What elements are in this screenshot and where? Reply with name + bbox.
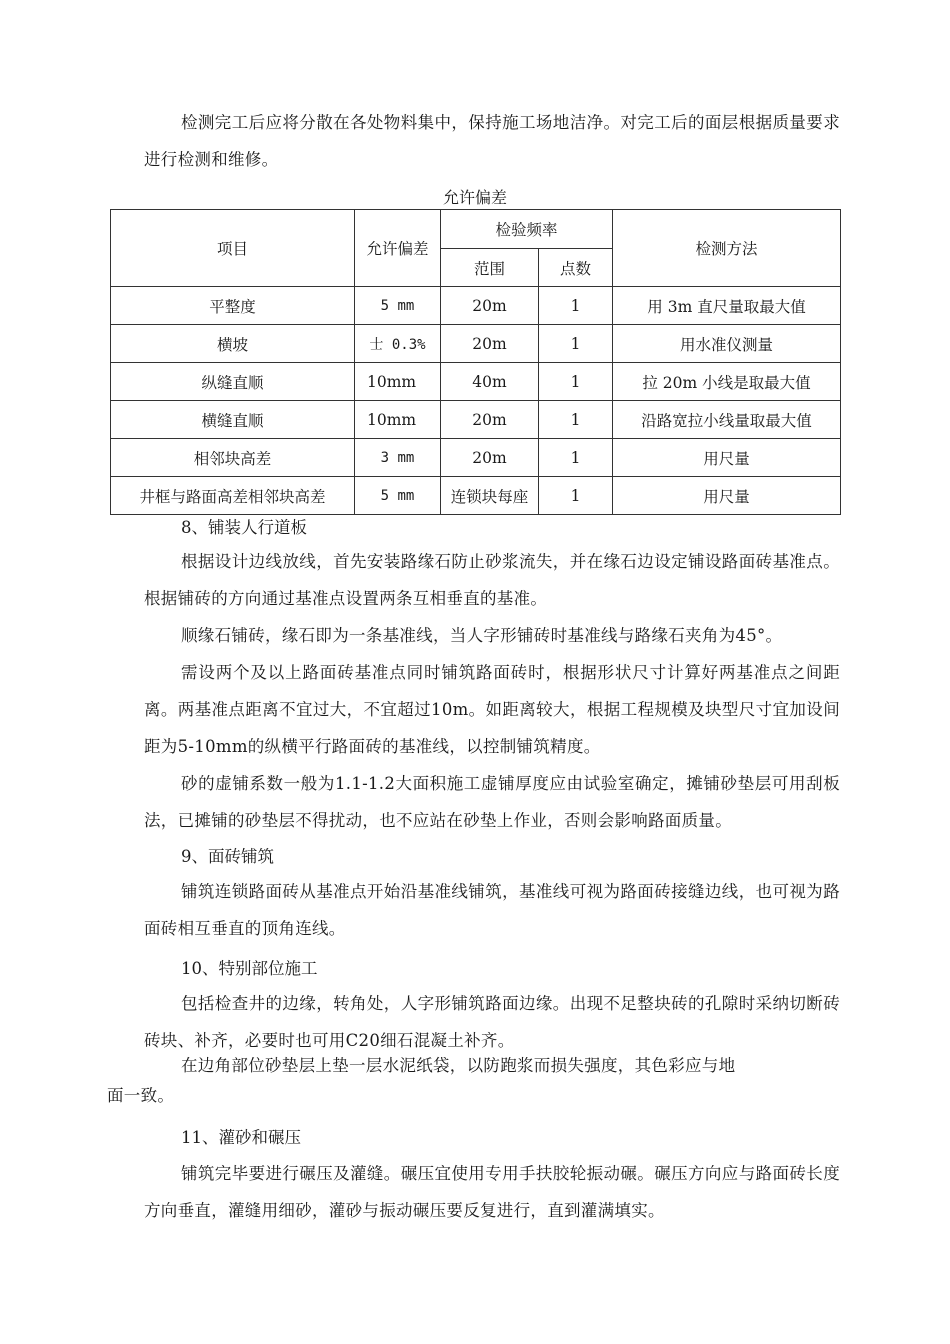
cell-points: 1	[539, 325, 613, 363]
header-range: 范围	[441, 249, 539, 287]
table-header-row	[111, 210, 841, 249]
table-row	[111, 287, 841, 325]
header-frequency: 检验频率	[441, 210, 613, 249]
cell-range: 40m	[441, 363, 539, 401]
table-row	[111, 439, 841, 477]
cell-method: 用水准仪测量	[613, 325, 841, 363]
cell-method: 沿路宽拉小线量取最大值	[613, 401, 841, 439]
cell-tolerance: 3 mm	[355, 439, 441, 477]
tolerance-table	[110, 209, 841, 515]
header-method: 检测方法	[613, 210, 841, 287]
table-row	[111, 363, 841, 401]
cell-range: 20m	[441, 439, 539, 477]
intro-paragraph: 检测完工后应将分散在各处物料集中，保持施工场地洁净。对完工后的面层根据质量要求进行检测和维修。	[144, 113, 840, 169]
cell-item: 横缝直顺	[111, 401, 355, 439]
cell-tolerance: 5 mm	[355, 287, 441, 325]
section-10-paragraph-1: 包括检查井的边缘，转角处，人字形铺筑路面边缘。出现不足整块砖的孔隙时采纳切断砖砖块、补齐，必要时也可用C20细石混凝土补齐。	[144, 994, 840, 1050]
cell-range: 连锁块每座	[441, 477, 539, 515]
header-item: 项目	[111, 210, 355, 287]
cell-item: 井框与路面高差相邻块高差	[111, 477, 355, 515]
table-caption: 允许偏差	[442, 188, 507, 207]
cell-points: 1	[539, 439, 613, 477]
section-11-paragraph-1: 铺筑完毕要进行碾压及灌缝。碾压宜使用专用手扶胶轮振动碾。碾压方向应与路面砖长度方向垂直，灌缝用细砂，灌砂与振动碾压要反复进行，直到灌满填实。	[144, 1164, 840, 1220]
section-8-paragraph-3: 需设两个及以上路面砖基准点同时铺筑路面砖时，根据形状尺寸计算好两基准点之间距离。两基准点距离不宜过大，不宜超过10m。如距离较大，根据工程规模及块型尺寸宜加设间距为5-10mm的纵横平行路面砖的基准线，以控制铺筑精度。	[144, 663, 840, 756]
cell-points: 1	[539, 363, 613, 401]
header-points: 点数	[539, 249, 613, 287]
cell-range: 20m	[441, 401, 539, 439]
section-10-paragraph-2-line-2: 面一致。	[107, 1086, 175, 1105]
table-row	[111, 477, 841, 515]
cell-method: 用 3m 直尺量取最大值	[613, 287, 841, 325]
cell-item: 相邻块高差	[111, 439, 355, 477]
section-8-heading: 8、铺装人行道板	[181, 518, 307, 537]
cell-range: 20m	[441, 325, 539, 363]
cell-points: 1	[539, 401, 613, 439]
cell-method: 用尺量	[613, 439, 841, 477]
header-tolerance: 允许偏差	[355, 210, 441, 287]
section-8-paragraph-4: 砂的虚铺系数一般为1.1-1.2大面积施工虚铺厚度应由试验室确定，摊铺砂垫层可用刮板法，已摊铺的砂垫层不得扰动，也不应站在砂垫上作业，否则会影响路面质量。	[144, 774, 840, 830]
cell-points: 1	[539, 477, 613, 515]
cell-item: 横坡	[111, 325, 355, 363]
table-row	[111, 325, 841, 363]
cell-tolerance: 5 mm	[355, 477, 441, 515]
cell-method: 拉 20m 小线是取最大值	[613, 363, 841, 401]
cell-points: 1	[539, 287, 613, 325]
section-11-heading: 11、灌砂和碾压	[181, 1128, 301, 1147]
table-row	[111, 401, 841, 439]
section-9-paragraph-1: 铺筑连锁路面砖从基准点开始沿基准线铺筑，基准线可视为路面砖接缝边线，也可视为路面砖相互垂直的顶角连线。	[144, 882, 840, 938]
cell-method: 用尺量	[613, 477, 841, 515]
cell-range: 20m	[441, 287, 539, 325]
section-10-paragraph-2-line-1: 在边角部位砂垫层上垫一层水泥纸袋，以防跑浆而损失强度，其色彩应与地	[181, 1056, 736, 1075]
cell-tolerance: 10mm	[355, 363, 441, 401]
section-9-heading: 9、面砖铺筑	[181, 847, 274, 866]
section-10-heading: 10、特别部位施工	[181, 959, 318, 978]
cell-item: 纵缝直顺	[111, 363, 355, 401]
cell-tolerance: 士 0.3%	[355, 325, 441, 363]
cell-tolerance: 10mm	[355, 401, 441, 439]
section-8-paragraph-2: 顺缘石铺砖，缘石即为一条基准线，当人字形铺砖时基准线与路缘石夹角为45°。	[181, 626, 783, 645]
cell-item: 平整度	[111, 287, 355, 325]
section-10-paragraph-2	[107, 1051, 840, 1111]
section-8-paragraph-1: 根据设计边线放线，首先安装路缘石防止砂浆流失，并在缘石边设定铺设路面砖基准点。根据铺砖的方向通过基准点设置两条互相垂直的基准。	[144, 552, 840, 608]
